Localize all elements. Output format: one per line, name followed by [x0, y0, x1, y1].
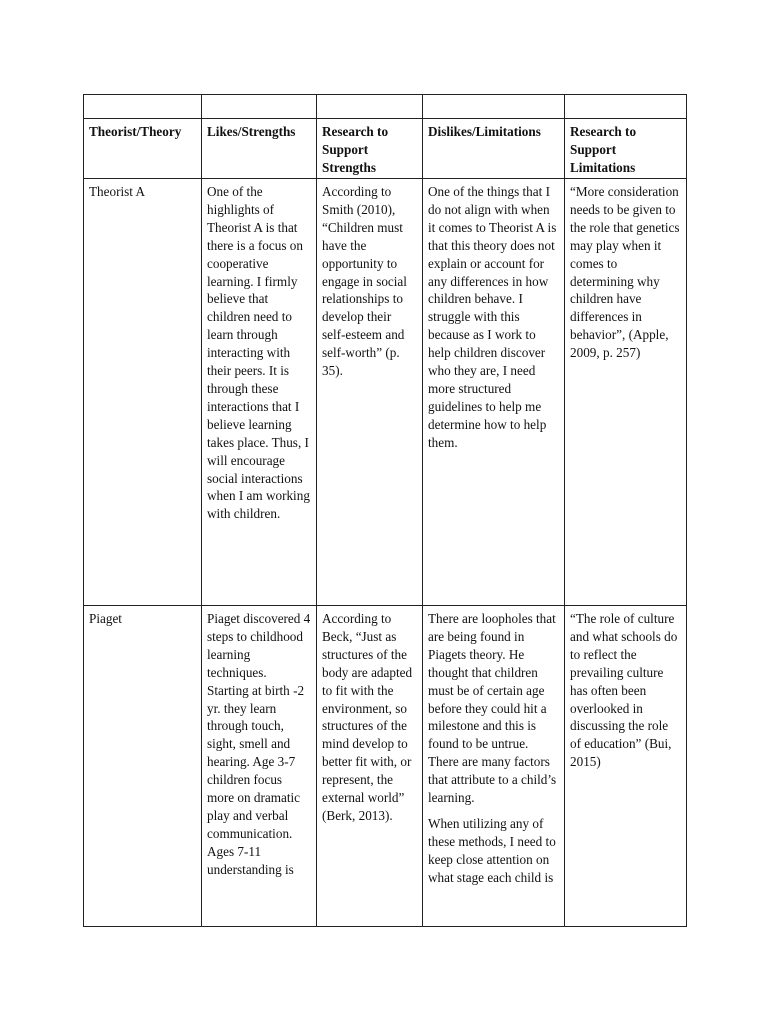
dislikes-text: There are loopholes that are being found in Piagets theory. He thought that children must be of certain age before they could hit a milestone and this is found to be untrue. There are many factors that attribute to a child’s learning. — [428, 611, 557, 806]
header-row — [84, 119, 687, 179]
empty-cell — [565, 95, 687, 119]
research-limitations-text: “More consideration needs to be given to the role that genetics may play when it comes to determining why children have differences in behavior”, (Apple, 2009, p. 257) — [570, 184, 680, 361]
table-row-theorist-a — [84, 179, 687, 606]
empty-cell — [202, 95, 317, 119]
header-research-limitations: Research to Support Limitations — [565, 119, 687, 179]
dislikes-cell — [423, 606, 565, 927]
theorist-name: Theorist A — [89, 184, 146, 199]
research-strengths-cell — [317, 606, 423, 927]
likes-cell — [202, 179, 317, 606]
dislikes-cell — [423, 179, 565, 606]
dislikes-text: One of the things that I do not align with when it comes to Theorist A is that this theory does not explain or account for any differences in how children behave. I struggle with this because as I work to help children discover who they are, I need more structured guidelines to help me determine how to help them. — [428, 184, 557, 450]
likes-text: Piaget discovered 4 steps to childhood learning techniques. Starting at birth -2 yr. they learn through touch, sight, smell and hearing. Age 3-7 children focus more on dramatic play and verbal communication. Ages 7-11 understanding is — [207, 611, 311, 877]
header-likes: Likes/Strengths — [202, 119, 317, 179]
research-strengths-text: According to Beck, “Just as structures of the body are adapted to fit with the environment, so structures of the mind develop to better fit with, or represent, the external world” (Berk, 2013). — [322, 611, 413, 823]
empty-cell — [317, 95, 423, 119]
likes-cell — [202, 606, 317, 927]
table-row-piaget — [84, 606, 687, 927]
empty-cell — [423, 95, 565, 119]
empty-row — [84, 95, 687, 119]
research-limitations-cell — [565, 179, 687, 606]
likes-text: One of the highlights of Theorist A is that there is a focus on cooperative learning. I firmly believe that children need to learn through interacting with their peers. It is through these interactions that I believe learning takes place. Thus, I will encourage social interactions when I am working with children. — [207, 184, 310, 522]
research-strengths-text: According to Smith (2010), “Children must have the opportunity to engage in social relationships to develop their self-esteem and self-worth” (p. 35). — [322, 184, 407, 379]
header-dislikes: Dislikes/Limitations — [423, 119, 565, 179]
research-strengths-cell — [317, 179, 423, 606]
header-theorist: Theorist/Theory — [84, 119, 202, 179]
empty-cell — [84, 95, 202, 119]
research-limitations-cell — [565, 606, 687, 927]
theory-comparison-table — [83, 94, 687, 927]
theorist-cell — [84, 606, 202, 927]
theorist-cell — [84, 179, 202, 606]
dislikes-text-continued: When utilizing any of these methods, I need to keep close attention on what stage each child is — [428, 815, 556, 885]
theorist-name: Piaget — [89, 611, 122, 626]
research-limitations-text: “The role of culture and what schools do to reflect the prevailing culture has often been overlooked in discussing the role of education” (Bui, 2015) — [570, 611, 678, 770]
header-research-strengths: Research to Support Strengths — [317, 119, 423, 179]
